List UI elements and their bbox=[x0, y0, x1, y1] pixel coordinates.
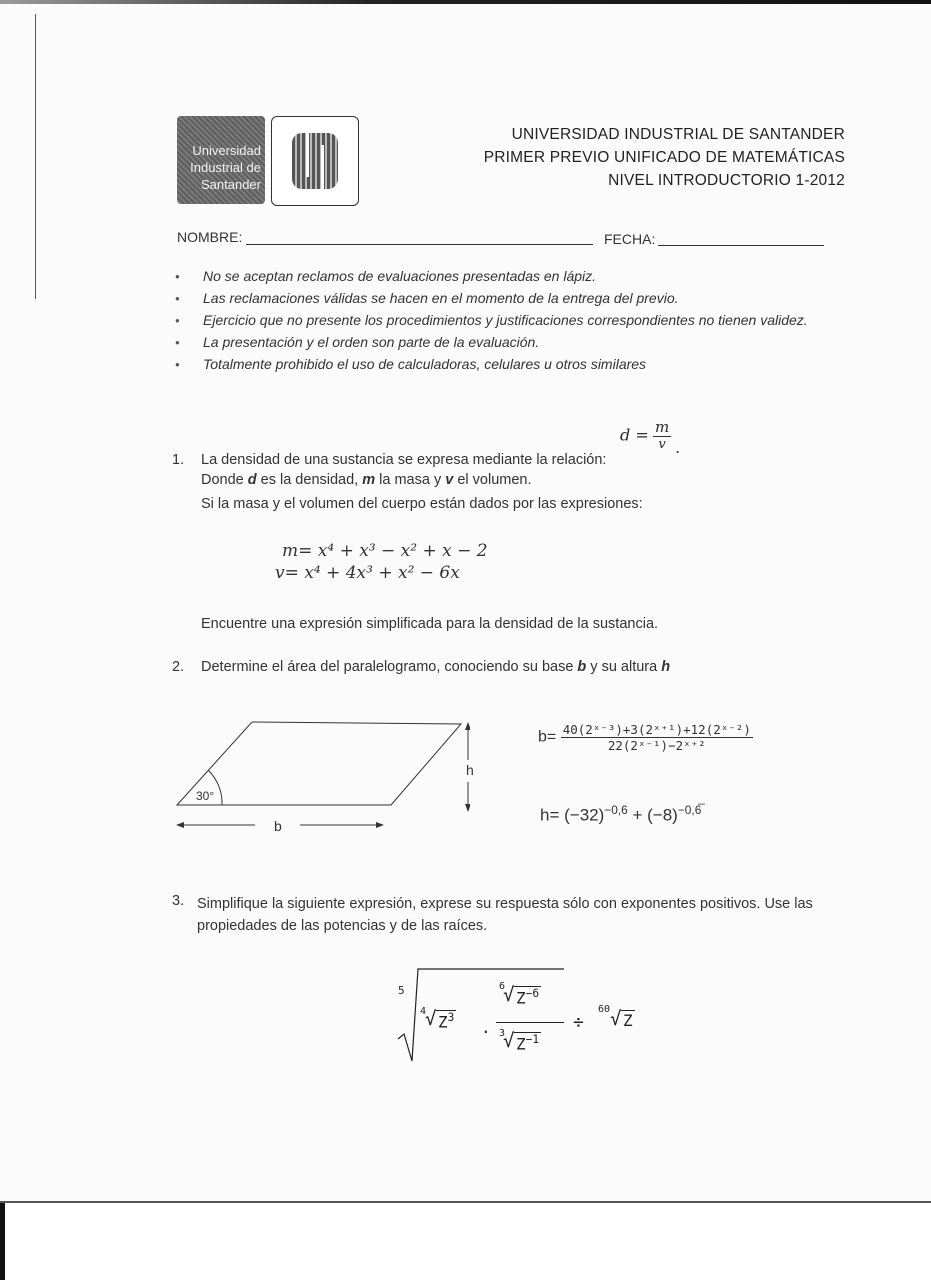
density-formula bbox=[620, 418, 680, 458]
density-lhs: d = bbox=[620, 425, 649, 445]
logo-line-1: Universidad bbox=[192, 143, 261, 158]
university-logo-text bbox=[177, 116, 265, 204]
date-label: FECHA: bbox=[604, 231, 656, 247]
parallelogram-diagram bbox=[170, 712, 470, 842]
root1-radicand: $Z^3$ bbox=[438, 1011, 455, 1032]
q2-number: 2. bbox=[172, 659, 185, 675]
root3-index: 3 bbox=[499, 1028, 506, 1039]
parallelogram-shape bbox=[177, 722, 461, 805]
height-arrowhead-up bbox=[465, 722, 470, 730]
root4-radicand: Z bbox=[623, 1011, 633, 1030]
name-field[interactable] bbox=[246, 244, 593, 245]
base-label: b bbox=[274, 818, 282, 834]
rule-item: ● Las reclamaciones válidas se hacen en el momento de la entrega del previo. bbox=[172, 290, 842, 307]
base-arrowhead-left bbox=[176, 822, 184, 828]
angle-label: 30° bbox=[196, 789, 215, 803]
exam-rules-list bbox=[172, 268, 842, 378]
b-formula bbox=[538, 722, 753, 753]
q3-expression: 5 4 √ $Z^3$ . 6 √ $Z^{-6}$ 3 √ $Z^{-1}$ ÷ 60 √ Z bbox=[396, 964, 646, 1064]
name-label: NOMBRE: bbox=[177, 229, 243, 245]
density-num: m bbox=[654, 418, 670, 436]
height-label: h bbox=[466, 762, 474, 778]
q1-given: Si la masa y el volumen del cuerpo están dados por las expresiones: bbox=[201, 496, 643, 512]
logo-line-3: Santander bbox=[201, 177, 261, 192]
margin-line bbox=[35, 14, 36, 299]
header-university: UNIVERSIDAD INDUSTRIAL DE SANTANDER bbox=[511, 126, 845, 143]
height-arrowhead-down bbox=[465, 804, 470, 812]
q3-text: Simplifique la siguiente expresión, exprese su respuesta sólo con exponentes positivos. Use las propiedades de las potencias y de las raíces. bbox=[197, 896, 813, 934]
rule-item: ● Totalmente prohibido el uso de calculadoras, celulares u otros similares bbox=[172, 356, 842, 373]
root3-radicand: $Z^{-1}$ bbox=[516, 1033, 540, 1054]
fraction-bar bbox=[496, 1022, 564, 1023]
b-denominator: 22(2ˣ⁻¹)−2ˣ⁺² bbox=[607, 738, 706, 753]
volume-expression: v= x⁴ + 4x³ + x² − 6x bbox=[275, 563, 460, 583]
date-field[interactable] bbox=[658, 245, 824, 246]
q1-where: Donde d es la densidad, m la masa y v el volumen. bbox=[201, 472, 532, 488]
root1-index: 4 bbox=[420, 1006, 427, 1017]
header-exam-title: PRIMER PREVIO UNIFICADO DE MATEMÁTICAS bbox=[483, 149, 845, 166]
b-lhs: b= bbox=[538, 728, 557, 746]
sheet-bottom-edge bbox=[0, 1201, 931, 1203]
density-fraction bbox=[653, 418, 671, 452]
uis-emblem-icon bbox=[292, 133, 338, 189]
outer-root-index: 5 bbox=[398, 984, 405, 997]
q2-text: Determine el área del paralelogramo, conociendo su base b y su altura h bbox=[201, 659, 671, 675]
q1-task: Encuentre una expresión simplificada para la densidad de la sustancia. bbox=[201, 616, 659, 632]
q3-number: 3. bbox=[172, 893, 185, 909]
density-period: . bbox=[675, 437, 680, 457]
b-numerator: 40(2ˣ⁻³)+3(2ˣ⁺¹)+12(2ˣ⁻²) bbox=[562, 722, 751, 737]
density-den: v bbox=[658, 437, 666, 452]
mass-expression: m= x⁴ + x³ − x² + x − 2 bbox=[282, 541, 488, 561]
h-exp1: −0,6 bbox=[604, 803, 628, 817]
base-arrowhead-right bbox=[376, 822, 384, 828]
uis-emblem-logo bbox=[271, 116, 359, 206]
multiply-dot: . bbox=[481, 1018, 491, 1037]
scan-left-edge bbox=[0, 1203, 5, 1280]
rule-item: ● La presentación y el orden son parte de la evaluación. bbox=[172, 334, 842, 351]
root4-index: 60 bbox=[598, 1004, 611, 1015]
root2-radicand: $Z^{-6}$ bbox=[516, 987, 540, 1008]
rule-item: ● Ejercicio que no presente los procedimientos y justificaciones correspondientes no tienen validez. bbox=[172, 312, 842, 329]
rule-item: ● No se aceptan reclamos de evaluaciones presentadas en lápiz. bbox=[172, 268, 842, 285]
logo-line-2: Industrial de bbox=[190, 160, 261, 175]
h-exp2: −0,6̅ bbox=[677, 803, 702, 817]
q1-intro: La densidad de una sustancia se expresa mediante la relación: bbox=[201, 452, 607, 468]
h-term1: h= (−32) bbox=[540, 805, 605, 825]
divide-sign: ÷ bbox=[573, 1012, 584, 1033]
q1-number: 1. bbox=[172, 452, 185, 468]
root2-index: 6 bbox=[499, 981, 506, 992]
header-level: NIVEL INTRODUCTORIO 1-2012 bbox=[608, 172, 845, 189]
h-formula bbox=[540, 803, 701, 826]
b-fraction bbox=[561, 722, 753, 753]
h-term2: + (−8) bbox=[627, 805, 678, 825]
